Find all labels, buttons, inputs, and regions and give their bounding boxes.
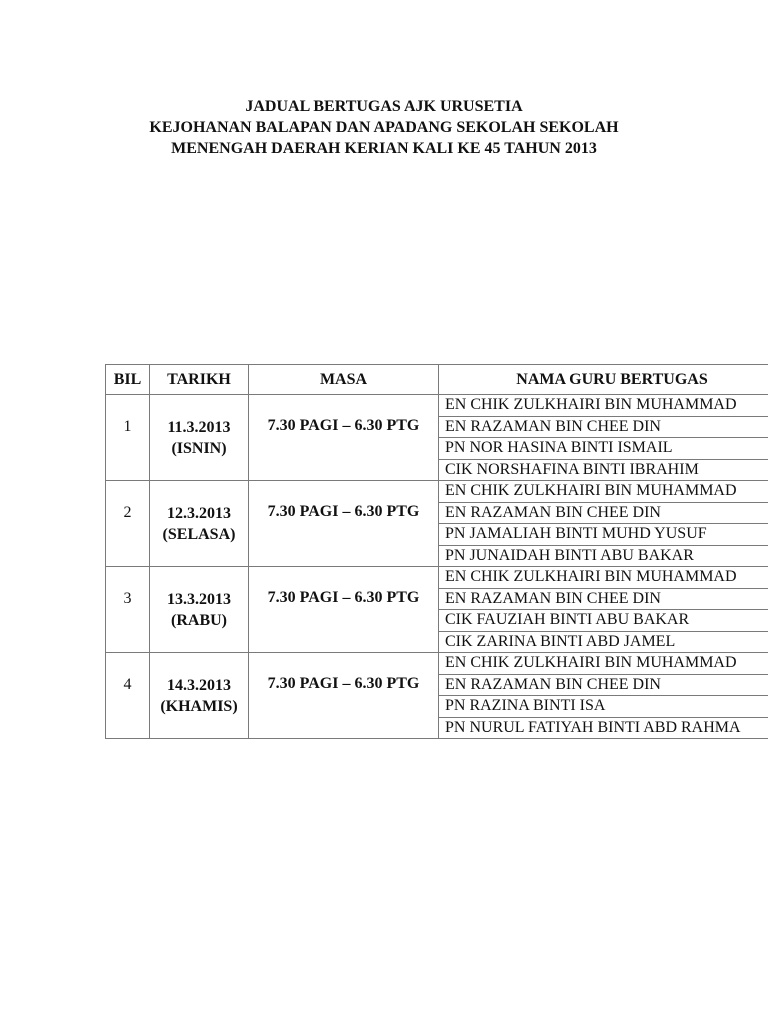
- cell-teacher-name: EN CHIK ZULKHAIRI BIN MUHAMMAD: [439, 567, 768, 589]
- cell-tarikh: [150, 653, 249, 739]
- cell-bil: 1: [106, 395, 150, 481]
- cell-teacher-name: EN CHIK ZULKHAIRI BIN MUHAMMAD: [439, 481, 768, 503]
- cell-teacher-name: PN RAZINA BINTI ISA: [439, 696, 768, 718]
- table-row: [106, 653, 768, 675]
- cell-date: 14.3.2013: [167, 677, 231, 694]
- cell-bil: 3: [106, 567, 150, 653]
- header-masa: MASA: [249, 365, 439, 395]
- cell-teacher-name: EN RAZAMAN BIN CHEE DIN: [439, 502, 768, 524]
- cell-masa: 7.30 PAGI – 6.30 PTG: [249, 653, 439, 739]
- cell-teacher-name: CIK FAUZIAH BINTI ABU BAKAR: [439, 610, 768, 632]
- cell-date: 11.3.2013: [167, 419, 231, 436]
- title-line-3: MENENGAH DAERAH KERIAN KALI KE 45 TAHUN 2013: [171, 140, 597, 157]
- cell-bil: 2: [106, 481, 150, 567]
- cell-teacher-name: PN JUNAIDAH BINTI ABU BAKAR: [439, 545, 768, 567]
- cell-day: (KHAMIS): [160, 698, 238, 715]
- document-title: [0, 96, 768, 159]
- cell-teacher-name: PN JAMALIAH BINTI MUHD YUSUF: [439, 524, 768, 546]
- cell-teacher-name: EN CHIK ZULKHAIRI BIN MUHAMMAD: [439, 395, 768, 417]
- cell-masa: 7.30 PAGI – 6.30 PTG: [249, 395, 439, 481]
- cell-day: (SELASA): [162, 526, 236, 543]
- cell-teacher-name: PN NURUL FATIYAH BINTI ABD RAHMA: [439, 717, 768, 739]
- title-line-2: KEJOHANAN BALAPAN DAN APADANG SEKOLAH SEKOLAH: [149, 119, 619, 136]
- table-row: [106, 395, 768, 417]
- cell-teacher-name: CIK ZARINA BINTI ABD JAMEL: [439, 631, 768, 653]
- cell-teacher-name: CIK NORSHAFINA BINTI IBRAHIM: [439, 459, 768, 481]
- cell-date: 13.3.2013: [167, 591, 231, 608]
- cell-teacher-name: EN RAZAMAN BIN CHEE DIN: [439, 416, 768, 438]
- cell-teacher-name: EN CHIK ZULKHAIRI BIN MUHAMMAD: [439, 653, 768, 675]
- cell-tarikh: [150, 395, 249, 481]
- cell-day: (ISNIN): [171, 440, 227, 457]
- cell-masa: 7.30 PAGI – 6.30 PTG: [249, 567, 439, 653]
- table-row: [106, 567, 768, 589]
- cell-teacher-name: EN RAZAMAN BIN CHEE DIN: [439, 674, 768, 696]
- cell-date: 12.3.2013: [167, 505, 231, 522]
- duty-schedule-table: [105, 364, 768, 739]
- table-header-row: [106, 365, 768, 395]
- cell-teacher-name: PN NOR HASINA BINTI ISMAIL: [439, 438, 768, 460]
- header-bil: BIL: [106, 365, 150, 395]
- header-tarikh: TARIKH: [150, 365, 249, 395]
- table-row: [106, 481, 768, 503]
- cell-teacher-name: EN RAZAMAN BIN CHEE DIN: [439, 588, 768, 610]
- cell-masa: 7.30 PAGI – 6.30 PTG: [249, 481, 439, 567]
- title-line-1: JADUAL BERTUGAS AJK URUSETIA: [245, 98, 523, 115]
- cell-day: (RABU): [171, 612, 227, 629]
- cell-tarikh: [150, 481, 249, 567]
- cell-bil: 4: [106, 653, 150, 739]
- cell-tarikh: [150, 567, 249, 653]
- header-nama: NAMA GURU BERTUGAS: [439, 365, 768, 395]
